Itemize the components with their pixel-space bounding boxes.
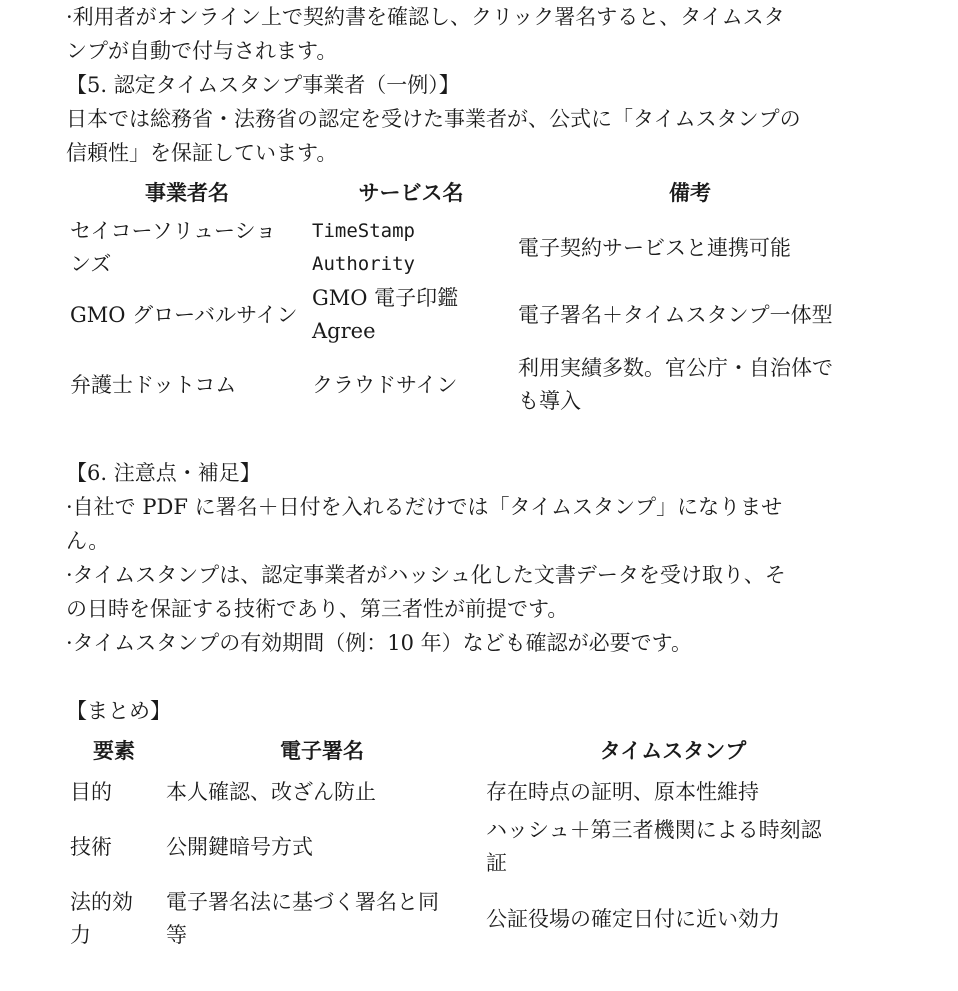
summary-element-cell <box>66 772 162 812</box>
summary-element-line: 力 <box>70 923 91 947</box>
table-row <box>66 812 864 882</box>
provider-note-line: も導入 <box>518 389 581 413</box>
provider-service-cell <box>308 214 514 282</box>
spacer <box>66 422 926 456</box>
summary-element-line: 技術 <box>70 834 112 859</box>
section5-heading: 【5. 認定タイムスタンプ事業者（一例）】 <box>66 73 460 97</box>
provider-service-cell <box>308 348 514 422</box>
section6-line-2: ん。 <box>66 529 110 553</box>
intro-line-2: ンプが自動で付与されます。 <box>66 39 338 63</box>
section6-line-1: ·自社で PDF に署名＋日付を入れるだけでは「タイムスタンプ」になりませ <box>66 495 783 519</box>
summary-timestamp-cell <box>482 812 864 882</box>
summary-signature-line: 本人確認、改ざん防止 <box>166 779 376 804</box>
provider-name-line: セイコーソリューショ <box>70 219 277 243</box>
provider-service-line: GMO 電子印鑑 Agree <box>312 286 459 343</box>
section6-heading: 【6. 注意点・補足】 <box>66 461 261 485</box>
table-row <box>66 282 866 348</box>
summary-header-timestamp: タイムスタンプ <box>599 739 747 763</box>
summary-signature-cell <box>162 882 482 956</box>
section5-text-line-2: 信頼性」を保証しています。 <box>66 141 338 165</box>
table-row <box>66 214 866 282</box>
provider-service-line: Authority <box>312 253 415 275</box>
section6-line-5: ·タイムスタンプの有効期間（例：10 年）なども確認が必要です。 <box>66 631 692 655</box>
provider-note-line: 電子契約サービスと連携可能 <box>518 235 791 260</box>
provider-name-line: ンズ <box>70 252 112 276</box>
summary-element-cell <box>66 812 162 882</box>
providers-table <box>66 170 866 422</box>
provider-name-cell <box>66 348 308 422</box>
provider-name-cell <box>66 282 308 348</box>
summary-signature-cell <box>162 772 482 812</box>
provider-service-line: TimeStamp <box>312 220 415 242</box>
summary-table-header-row <box>66 728 864 772</box>
summary-signature-line: 等 <box>166 923 187 947</box>
spacer <box>66 660 926 694</box>
summary-element-line: 目的 <box>70 779 112 804</box>
provider-note-cell <box>514 282 866 348</box>
provider-note-line: 利用実績多数。官公庁・自治体で <box>518 356 833 380</box>
summary-heading: 【まとめ】 <box>66 699 171 723</box>
section5-text-line-1: 日本では総務省・法務省の認定を受けた事業者が、公式に「タイムスタンプの <box>66 107 801 131</box>
document-page <box>66 0 926 956</box>
summary-table <box>66 728 864 956</box>
summary-element-line: 法的効 <box>70 890 133 914</box>
summary-signature-line: 公開鍵暗号方式 <box>166 834 313 859</box>
provider-service-cell <box>308 282 514 348</box>
provider-name-line: GMO グローバルサイン <box>70 302 298 327</box>
providers-table-header-row <box>66 170 866 214</box>
table-row <box>66 348 866 422</box>
summary-timestamp-line: 存在時点の証明、原本性維持 <box>486 779 759 804</box>
provider-name-cell <box>66 214 308 282</box>
section6-line-3: ·タイムスタンプは、認定事業者がハッシュ化した文書データを受け取り、そ <box>66 563 786 587</box>
table-row <box>66 882 864 956</box>
summary-timestamp-line: 公証役場の確定日付に近い効力 <box>486 906 780 931</box>
summary-header-element: 要素 <box>93 739 135 763</box>
summary-header-signature: 電子署名 <box>280 739 364 763</box>
provider-note-cell <box>514 214 866 282</box>
provider-name-line: 弁護士ドットコム <box>70 372 237 397</box>
providers-header-name: 事業者名 <box>145 181 229 205</box>
summary-signature-line: 電子署名法に基づく署名と同 <box>166 890 439 914</box>
provider-service-line: クラウドサイン <box>312 372 458 397</box>
summary-timestamp-line: 証 <box>486 851 507 875</box>
provider-note-cell <box>514 348 866 422</box>
section6-line-4: の日時を保証する技術であり、第三者性が前提です。 <box>66 597 569 621</box>
summary-timestamp-line: ハッシュ＋第三者機関による時刻認 <box>486 818 822 842</box>
table-row <box>66 772 864 812</box>
provider-note-line: 電子署名＋タイムスタンプ一体型 <box>518 302 833 327</box>
summary-element-cell <box>66 882 162 956</box>
summary-signature-cell <box>162 812 482 882</box>
summary-timestamp-cell <box>482 882 864 956</box>
summary-timestamp-cell <box>482 772 864 812</box>
providers-header-note: 備考 <box>669 181 711 205</box>
intro-line-1: ·利用者がオンライン上で契約書を確認し、クリック署名すると、タイムスタ <box>66 5 785 29</box>
providers-header-service: サービス名 <box>358 181 464 205</box>
